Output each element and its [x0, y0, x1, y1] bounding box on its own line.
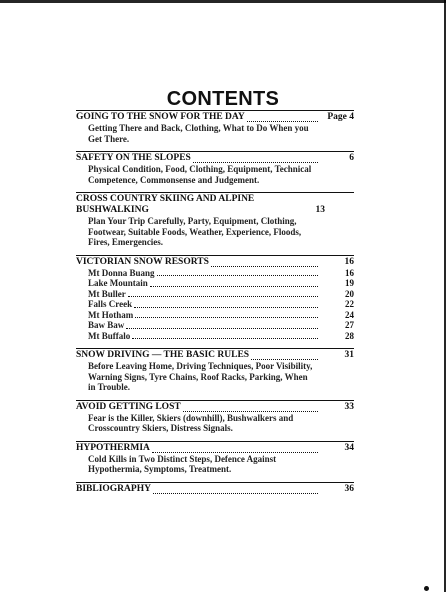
- resort-name: Mt Buffalo: [88, 330, 131, 341]
- toc-entry-description: Getting There and Back, Clothing, What to Do When you Get There.: [88, 123, 309, 144]
- resort-item: [88, 320, 354, 331]
- toc-entry-title: VICTORIAN SNOW RESORTS: [76, 256, 209, 267]
- toc-entry-safety: [76, 151, 354, 185]
- dot-leader: [183, 402, 318, 412]
- toc-entry-title: AVOID GETTING LOST: [76, 401, 181, 412]
- toc-entry-snow-driving: [76, 348, 354, 393]
- page-title: CONTENTS: [166, 88, 280, 110]
- toc-entry-title: SNOW DRIVING — THE BASIC RULES: [76, 350, 250, 360]
- resort-item: [88, 278, 354, 289]
- dot-leader: [135, 317, 318, 318]
- resort-item: [88, 299, 354, 310]
- toc-entry-description: Physical Condition, Food, Clothing, Equipment, Technical Competence, Commonsense and Judgement.: [88, 164, 312, 185]
- resort-item: [88, 289, 354, 300]
- resort-page: 24: [345, 309, 354, 320]
- toc-entry-title: SAFETY ON THE SLOPES: [76, 153, 191, 163]
- toc-entry-hypothermia: [76, 441, 354, 475]
- dot-leader: [126, 328, 318, 329]
- resort-item: [88, 268, 354, 279]
- resort-name: Lake Mountain: [88, 278, 148, 288]
- dot-leader: [132, 338, 318, 339]
- resort-name: Mt Buller: [88, 288, 126, 299]
- scan-edge-top: [0, 0, 446, 3]
- resort-page: 19: [345, 278, 354, 288]
- toc-entry-page: 36: [344, 483, 354, 494]
- resort-name: Mt Donna Buang: [88, 267, 155, 278]
- resort-page: 28: [345, 330, 354, 341]
- toc-entry-page: 13: [315, 205, 325, 215]
- toc-entry-description: Fear is the Killer, Skiers (downhill), Bushwalkers and Crosscountry Skiers, Distress Signals.: [88, 412, 294, 433]
- toc-entry-cross-country: [76, 192, 354, 248]
- dot-leader: [153, 484, 318, 494]
- resort-page: 27: [345, 320, 354, 330]
- toc-entry-page: Page 4: [327, 112, 354, 122]
- toc-entry-page: 33: [344, 401, 354, 412]
- toc-entry-title: GOING TO THE SNOW FOR THE DAY: [76, 112, 245, 122]
- toc-entry-title: HYPOTHERMIA: [76, 442, 150, 453]
- resort-page: 16: [345, 267, 354, 278]
- toc-entry-resorts: [76, 255, 354, 342]
- toc-entry-description: Before Leaving Home, Driving Techniques, Poor Visibility, Warning Signs, Tyre Chains, Roof Racks, Parking, When in Trouble.: [88, 361, 313, 392]
- dot-leader: [134, 307, 318, 308]
- toc-entry-bibliography: [76, 482, 354, 495]
- dot-leader: [193, 153, 318, 163]
- dot-leader: [251, 350, 318, 360]
- toc-entry-page: 16: [344, 256, 354, 267]
- resort-item: [88, 310, 354, 321]
- dot-leader: [211, 257, 318, 267]
- dot-leader: [247, 112, 318, 122]
- toc-entry-page: 31: [344, 350, 354, 360]
- resort-name: Baw Baw: [88, 320, 125, 330]
- dot-leader: [157, 275, 318, 276]
- resort-page: 22: [345, 299, 354, 309]
- toc-entry-avoid-lost: [76, 400, 354, 434]
- resort-name: Mt Hotham: [88, 309, 134, 320]
- toc-entry-page: 6: [349, 153, 354, 163]
- toc-entry-snow-day: [76, 110, 354, 144]
- dot-leader: [150, 286, 318, 287]
- ink-dot: [424, 586, 429, 591]
- resort-item: [88, 331, 354, 342]
- toc-entry-description: Plan Your Trip Carefully, Party, Equipment, Clothing, Footwear, Suitable Foods, Weather, Experience, Floods, Fires, Emergencies.: [88, 216, 302, 247]
- dot-leader: [152, 443, 318, 453]
- toc-entry-title: BIBLIOGRAPHY: [76, 483, 151, 494]
- toc-entry-page: 34: [344, 442, 354, 453]
- table-of-contents: [76, 110, 354, 497]
- resort-page: 20: [345, 288, 354, 299]
- toc-entry-description: Cold Kills in Two Distinct Steps, Defence Against Hypothermia, Symptoms, Treatment.: [88, 453, 277, 474]
- resort-name: Falls Creek: [88, 299, 133, 309]
- toc-entry-title: CROSS COUNTRY SKIING AND ALPINE BUSHWALKING: [76, 194, 255, 215]
- dot-leader: [128, 296, 318, 297]
